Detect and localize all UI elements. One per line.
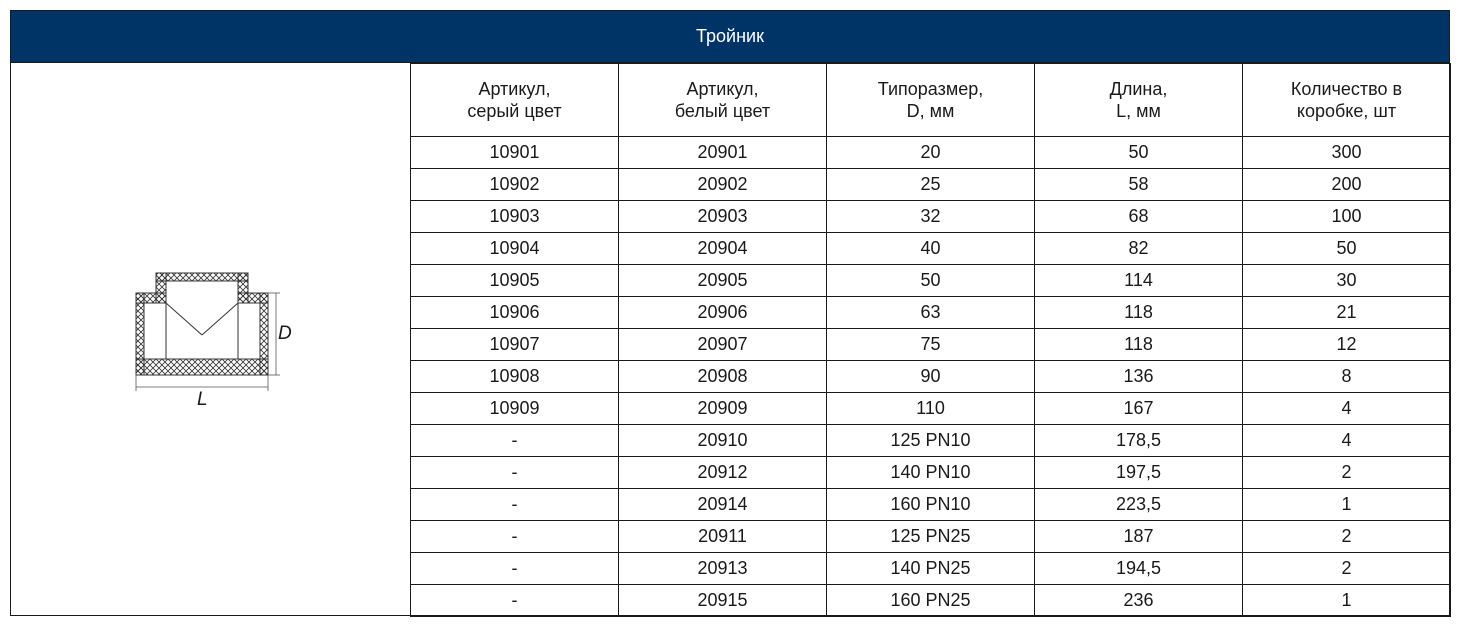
table-row <box>411 393 1451 425</box>
table-row <box>411 233 1451 265</box>
header-row <box>411 64 1451 137</box>
table-cell: 187 <box>1035 521 1243 553</box>
table-cell: 125 PN25 <box>827 521 1035 553</box>
table-cell: 2 <box>1243 457 1451 489</box>
table-cell: 20915 <box>619 585 827 617</box>
table-cell: 300 <box>1243 137 1451 169</box>
spec-table <box>410 63 1451 617</box>
table-cell: 20902 <box>619 169 827 201</box>
table-row <box>411 265 1451 297</box>
product-card <box>10 10 1450 616</box>
table-cell: 10909 <box>411 393 619 425</box>
table-row <box>411 169 1451 201</box>
table-cell: 50 <box>827 265 1035 297</box>
col-header-size: Типоразмер, D, мм <box>827 64 1035 137</box>
table-cell: 58 <box>1035 169 1243 201</box>
table-cell: 25 <box>827 169 1035 201</box>
table-cell: 20907 <box>619 329 827 361</box>
col-header-length: Длина, L, мм <box>1035 64 1243 137</box>
table-cell: 90 <box>827 361 1035 393</box>
table-cell: 197,5 <box>1035 457 1243 489</box>
table-row <box>411 489 1451 521</box>
table-cell: - <box>411 585 619 617</box>
table-cell: 20914 <box>619 489 827 521</box>
table-cell: 4 <box>1243 425 1451 457</box>
table-cell: 114 <box>1035 265 1243 297</box>
table-row <box>411 297 1451 329</box>
table-row <box>411 521 1451 553</box>
table-cell: 10901 <box>411 137 619 169</box>
table-cell: 63 <box>827 297 1035 329</box>
table-cell: 1 <box>1243 585 1451 617</box>
table-cell: - <box>411 521 619 553</box>
table-cell: 160 PN10 <box>827 489 1035 521</box>
table-cell: 68 <box>1035 201 1243 233</box>
table-cell: 223,5 <box>1035 489 1243 521</box>
table-cell: - <box>411 489 619 521</box>
table-cell: 118 <box>1035 329 1243 361</box>
table-cell: 4 <box>1243 393 1451 425</box>
table-cell: 200 <box>1243 169 1451 201</box>
table-cell: 20 <box>827 137 1035 169</box>
table-cell: 10904 <box>411 233 619 265</box>
table-cell: 20910 <box>619 425 827 457</box>
table-cell: 167 <box>1035 393 1243 425</box>
table-cell: 2 <box>1243 553 1451 585</box>
table-cell: 75 <box>827 329 1035 361</box>
dimension-l-label: L <box>197 389 208 410</box>
table-cell: 20901 <box>619 137 827 169</box>
table-cell: 136 <box>1035 361 1243 393</box>
table-row <box>411 553 1451 585</box>
table-row <box>411 457 1451 489</box>
table-row <box>411 137 1451 169</box>
table-cell: 140 PN25 <box>827 553 1035 585</box>
table-row <box>411 361 1451 393</box>
table-row <box>411 201 1451 233</box>
table-cell: 100 <box>1243 201 1451 233</box>
table-cell: 12 <box>1243 329 1451 361</box>
table-cell: 20904 <box>619 233 827 265</box>
table-cell: 178,5 <box>1035 425 1243 457</box>
table-cell: 40 <box>827 233 1035 265</box>
table-cell: 50 <box>1035 137 1243 169</box>
table-cell: 118 <box>1035 297 1243 329</box>
table-cell: 20912 <box>619 457 827 489</box>
table-cell: 30 <box>1243 265 1451 297</box>
table-cell: 10908 <box>411 361 619 393</box>
table-row <box>411 329 1451 361</box>
table-cell: 2 <box>1243 521 1451 553</box>
table-cell: 20903 <box>619 201 827 233</box>
table-cell: 236 <box>1035 585 1243 617</box>
product-title: Тройник <box>11 11 1449 63</box>
table-cell: 1 <box>1243 489 1451 521</box>
table-cell: 10907 <box>411 329 619 361</box>
table-cell: 32 <box>827 201 1035 233</box>
table-row <box>411 425 1451 457</box>
table-cell: 50 <box>1243 233 1451 265</box>
table-cell: 110 <box>827 393 1035 425</box>
table-cell: 20913 <box>619 553 827 585</box>
table-cell: - <box>411 425 619 457</box>
table-cell: 20906 <box>619 297 827 329</box>
table-cell: 10905 <box>411 265 619 297</box>
table-cell: 160 PN25 <box>827 585 1035 617</box>
table-cell: 21 <box>1243 297 1451 329</box>
table-cell: 20905 <box>619 265 827 297</box>
table-cell: 20908 <box>619 361 827 393</box>
table-row <box>411 585 1451 617</box>
table-cell: 10902 <box>411 169 619 201</box>
table-cell: 10903 <box>411 201 619 233</box>
table-cell: 125 PN10 <box>827 425 1035 457</box>
col-header-article-gray: Артикул, серый цвет <box>411 64 619 137</box>
table-cell: 20911 <box>619 521 827 553</box>
col-header-article-white: Артикул, белый цвет <box>619 64 827 137</box>
table-cell: 8 <box>1243 361 1451 393</box>
table-cell: - <box>411 553 619 585</box>
table-cell: 194,5 <box>1035 553 1243 585</box>
table-cell: 20909 <box>619 393 827 425</box>
table-cell: 82 <box>1035 233 1243 265</box>
table-cell: - <box>411 457 619 489</box>
dimension-d-label: D <box>278 323 292 344</box>
table-cell: 140 PN10 <box>827 457 1035 489</box>
drawing-cell <box>11 63 410 615</box>
table-cell: 10906 <box>411 297 619 329</box>
col-header-quantity: Количество в коробке, шт <box>1243 64 1451 137</box>
